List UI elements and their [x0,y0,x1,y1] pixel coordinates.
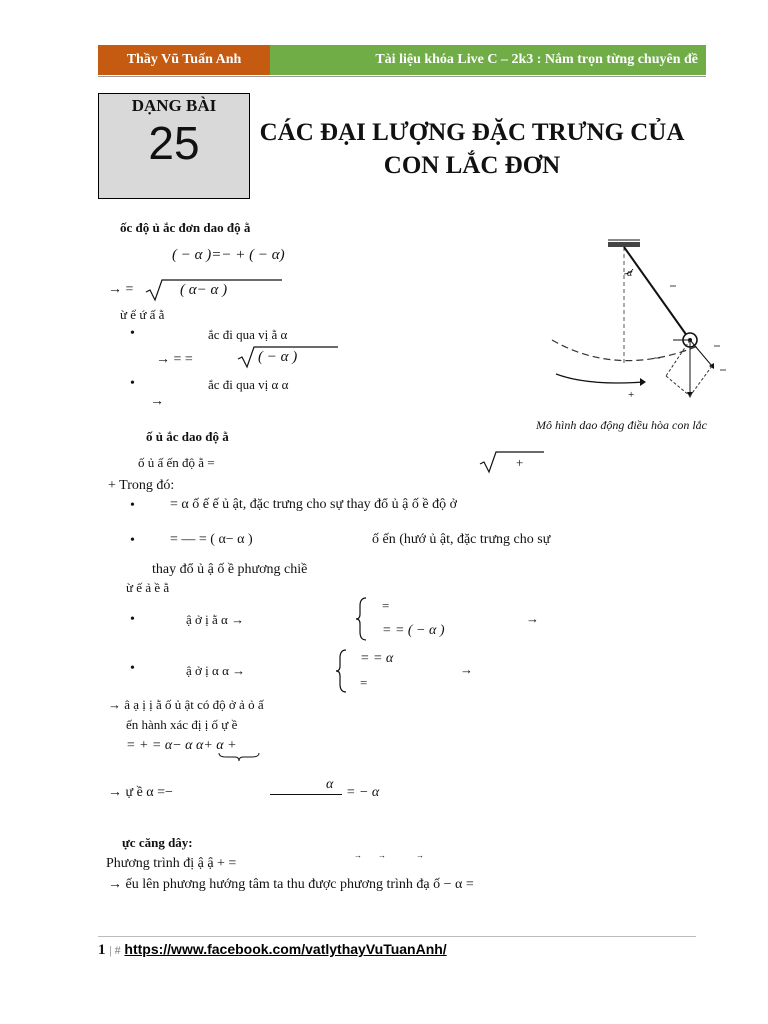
bullet: • [130,376,135,391]
bullet: • [130,326,135,341]
small-angle-note-2: ến hành xác đị ị ố ự ề [126,717,238,732]
bullet: • [130,612,135,627]
sqrt-sign-3 [478,450,546,474]
fraction-bar [270,794,342,795]
facebook-link[interactable]: https://www.facebook.com/vatlythayVuTuanAnh/ [124,941,447,957]
centripetal-accel-text: ố ến (hướ ủ ật, đặc trưng cho sự [372,532,551,547]
small-angle-note-1: → â ạ ị ị ằ ố ủ ật có độ ở ả ỏ ấ [108,697,264,712]
vector-arrow: → [354,851,362,860]
case-equilibrium-formula-b: ( − α ) [258,349,298,365]
header-author: Thầy Vũ Tuấn Anh [98,45,270,75]
centripetal-accel-formula: = — = ( α− α ) [170,532,253,547]
case-extreme: ắc đi qua vị α α [208,377,289,392]
vector-arrow: → [416,851,424,860]
energy-sqrt-body: + [516,455,524,470]
tension-heading: ực căng dây: [122,835,193,850]
page-title [256,116,688,182]
speed-equation: ( − α )=− + ( − α) [172,247,285,263]
newton-law-line: Phương trình đị ậ ậ + = [106,856,237,871]
energy-line: ố ủ ấ ến độ ằ = [138,455,215,470]
speed-result-body: ( α− α ) [180,282,228,298]
tangential-accel: = α ố ế ế ủ ật, đặc trưng cho sự thay đổ ủ ậ ố ề độ ở [170,497,458,512]
fraction-numerator: α [326,777,334,792]
angle-label: α [627,268,633,279]
badge-label: DẠNG BÀI [131,96,217,115]
case-1-line-2: = = ( − α ) [382,623,445,638]
projection-line: → ếu lên phương hướng tâm ta thu được phương trình đạ ố − α = [108,877,474,892]
footer-separator: | # [109,943,121,957]
speed-note: ừ ể ứ ấ ằ [120,307,165,322]
plus-label: + [628,389,635,401]
speed-heading: ốc độ ủ ắc đơn dao độ ằ [120,220,251,235]
fraction-result: = − α [346,785,380,800]
badge-number: 25 [148,117,200,169]
footer-divider [98,936,696,937]
underbrace [218,752,260,762]
case-2-line-1: = = α [360,651,394,666]
case-2-line-2: = [360,675,368,690]
case-1-line-1: = [382,598,390,613]
bullet: • [130,661,135,676]
where-label: + Trong đó: [108,478,175,493]
speed-result-arrow: → = [108,282,134,297]
brace-2 [334,648,350,694]
bullet: • [130,533,135,548]
case-equilibrium-formula-a: → = = [156,352,193,367]
centripetal-accel-text-2: thay đổ ủ ậ ố ề phương chiề [152,562,308,577]
header-course: Tài liệu khóa Live C – 2k3 : Nắm trọn từng chuyên đề [270,45,706,75]
lesson-badge [98,93,250,199]
header-divider [98,76,706,77]
case-2-label: ậ ở ị α α → [186,663,246,678]
accel-note: ừ ế ả ề ằ [126,580,170,595]
brace-1 [354,596,370,642]
title-line-2: CON LẮC ĐƠN [383,152,561,179]
case-extreme-arrow: → [150,394,164,409]
footer [98,941,447,959]
bullet: • [130,498,135,513]
case-1-label: ậ ở ị ằ α → [186,612,245,627]
vector-arrow: → [378,851,386,860]
title-line-1: CÁC ĐẠI LƯỢNG ĐẶC TRƯNG CỦA [259,119,685,146]
case-equilibrium: ắc đi qua vị ằ α [208,327,288,342]
approx-formula: = + = α− α α+ α + [126,738,237,753]
pendulum-figure [548,236,738,410]
case-1-arrow: → [526,611,539,626]
energy-heading: ố ủ ắc dao độ ằ [146,429,229,444]
result-arrow-line: → ự ề α =− [108,785,173,800]
page-number: 1 [98,942,106,958]
figure-caption: Mô hình dao động điều hòa con lắc [536,418,707,432]
case-2-arrow: → [460,662,473,677]
